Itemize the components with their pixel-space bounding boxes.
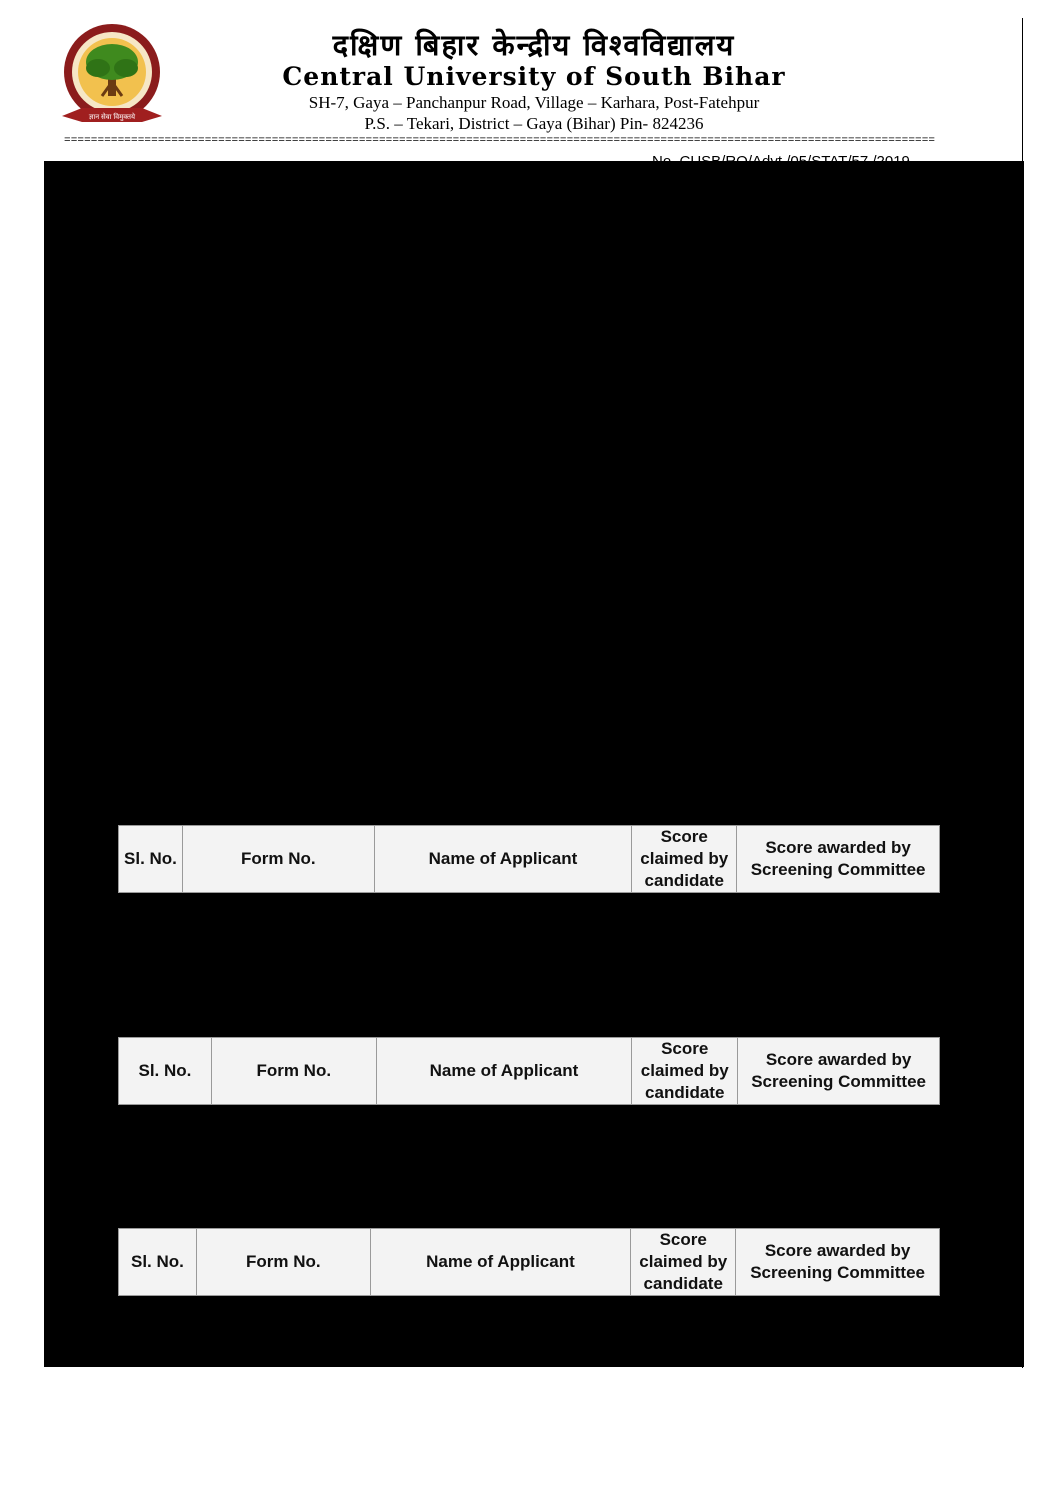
col-sl-no: Sl. No.: [119, 826, 183, 893]
col-applicant-name: Name of Applicant: [370, 1229, 631, 1296]
col-sl-no: Sl. No.: [119, 1229, 197, 1296]
col-form-no: Form No.: [211, 1038, 376, 1105]
col-score-claimed: Score claimed by candidate: [632, 1038, 738, 1105]
table-header-row: [119, 826, 940, 893]
university-name-english: Central University of South Bihar: [282, 62, 786, 91]
col-form-no: Form No.: [196, 1229, 370, 1296]
col-form-no: Form No.: [182, 826, 374, 893]
logo-motto: ज्ञान सेवा विमुक्तये: [88, 114, 136, 121]
shortlist-table-header-2: [118, 1037, 940, 1105]
university-name-hindi: दक्षिण बिहार केन्द्रीय विश्वविद्यालय: [332, 28, 736, 62]
table-header-row: [119, 1229, 940, 1296]
university-logo: [58, 22, 166, 132]
col-score-awarded: Score awarded by Screening Committee: [738, 1038, 940, 1105]
col-score-claimed: Score claimed by candidate: [632, 826, 737, 893]
address-line-1: SH-7, Gaya – Panchanpur Road, Village – Karhara, Post-Fatehpur: [308, 93, 760, 112]
col-applicant-name: Name of Applicant: [376, 1038, 632, 1105]
col-applicant-name: Name of Applicant: [374, 826, 632, 893]
header-separator: ==================================================================================================================================: [64, 135, 936, 147]
col-score-awarded: Score awarded by Screening Committee: [736, 1229, 940, 1296]
redacted-region: [44, 161, 1024, 1367]
letterhead: [200, 28, 868, 134]
shortlist-table-header-3: [118, 1228, 940, 1296]
col-score-claimed: Score claimed by candidate: [631, 1229, 736, 1296]
col-sl-no: Sl. No.: [119, 1038, 212, 1105]
col-score-awarded: Score awarded by Screening Committee: [737, 826, 940, 893]
shortlist-table-header-1: [118, 825, 940, 893]
address-line-2: P.S. – Tekari, District – Gaya (Bihar) Pin- 824236: [364, 114, 704, 133]
table-header-row: [119, 1038, 940, 1105]
